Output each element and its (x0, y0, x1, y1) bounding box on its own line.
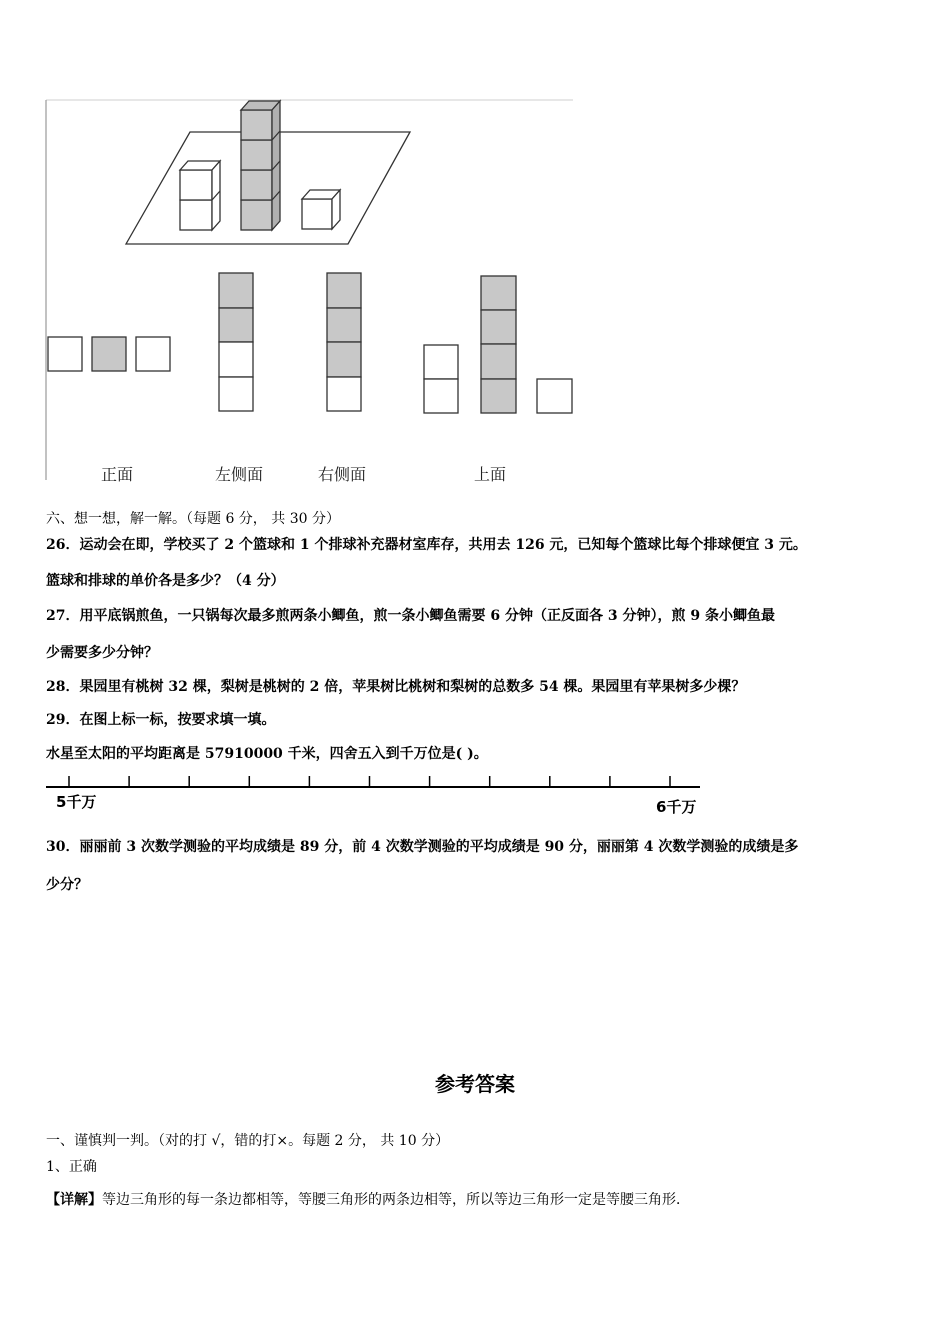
number-line-ticks (69, 776, 670, 787)
cube-stack-left (180, 161, 220, 230)
detail-text: 等边三角形的每一条边都相等，等腰三角形的两条边相等，所以等边三角形一定是等腰三角形． (102, 1192, 690, 1208)
q27-line1: 27．用平底锅煎鱼，一只锅每次最多煎两条小鲫鱼，煎一条小鲫鱼需要 6 分钟（正反面各 3 分钟），煎 9 条小鲫鱼最 (46, 608, 775, 624)
detail-tag: 【详解】 (46, 1192, 102, 1208)
number-line-end-label: 6千万 (656, 798, 697, 816)
label-front: 正面 (101, 465, 134, 484)
cube-stack-middle (241, 101, 280, 230)
q26-line2: 篮球和排球的单价各是多少？（4 分） (46, 573, 285, 589)
label-right-side: 右侧面 (318, 465, 367, 484)
three-view-figure (0, 0, 950, 500)
label-left-side: 左侧面 (215, 465, 264, 484)
number-line (0, 770, 950, 820)
three-view-drawing (0, 0, 950, 500)
answer-item1-detail (46, 1190, 690, 1210)
q26-line1: 26．运动会在即，学校买了 2 个篮球和 1 个排球补充器材室库存，共用去 126 元，已知每个篮球比每个排球便宜 3 元。 (46, 537, 807, 553)
answer-item1: 1、正确 (46, 1159, 97, 1175)
q29-line2: 水星至太阳的平均距离是 57910000 千米，四舍五入到千万位是( )。 (46, 746, 488, 762)
view-top (424, 276, 572, 413)
q30-line1: 30．丽丽前 3 次数学测验的平均成绩是 89 分，前 4 次数学测验的平均成绩是 90 分，丽丽第 4 次数学测验的成绩是多 (46, 839, 799, 855)
q27-line2: 少需要多少分钟？ (46, 645, 158, 661)
cube-single-right (302, 190, 340, 229)
q28: 28．果园里有桃树 32 棵，梨树是桃树的 2 倍，苹果树比桃树和梨树的总数多 54 棵。果园里有苹果树多少棵？ (46, 679, 746, 695)
view-front (48, 337, 170, 371)
answers-title: 参考答案 (435, 1072, 515, 1096)
q30-line2: 少分？ (46, 877, 88, 893)
number-line-start-label: 5千万 (56, 793, 97, 811)
section6-heading: 六、想一想，解一解。（每题 6 分， 共 30 分） (46, 511, 340, 527)
q29-line1: 29．在图上标一标，按要求填一填。 (46, 712, 276, 728)
view-right-side (327, 273, 361, 411)
view-left-side (219, 273, 253, 411)
answers-section1-heading: 一、谨慎判一判。（对的打 √，错的打×。每题 2 分， 共 10 分） (46, 1133, 450, 1149)
label-top: 上面 (474, 465, 507, 484)
